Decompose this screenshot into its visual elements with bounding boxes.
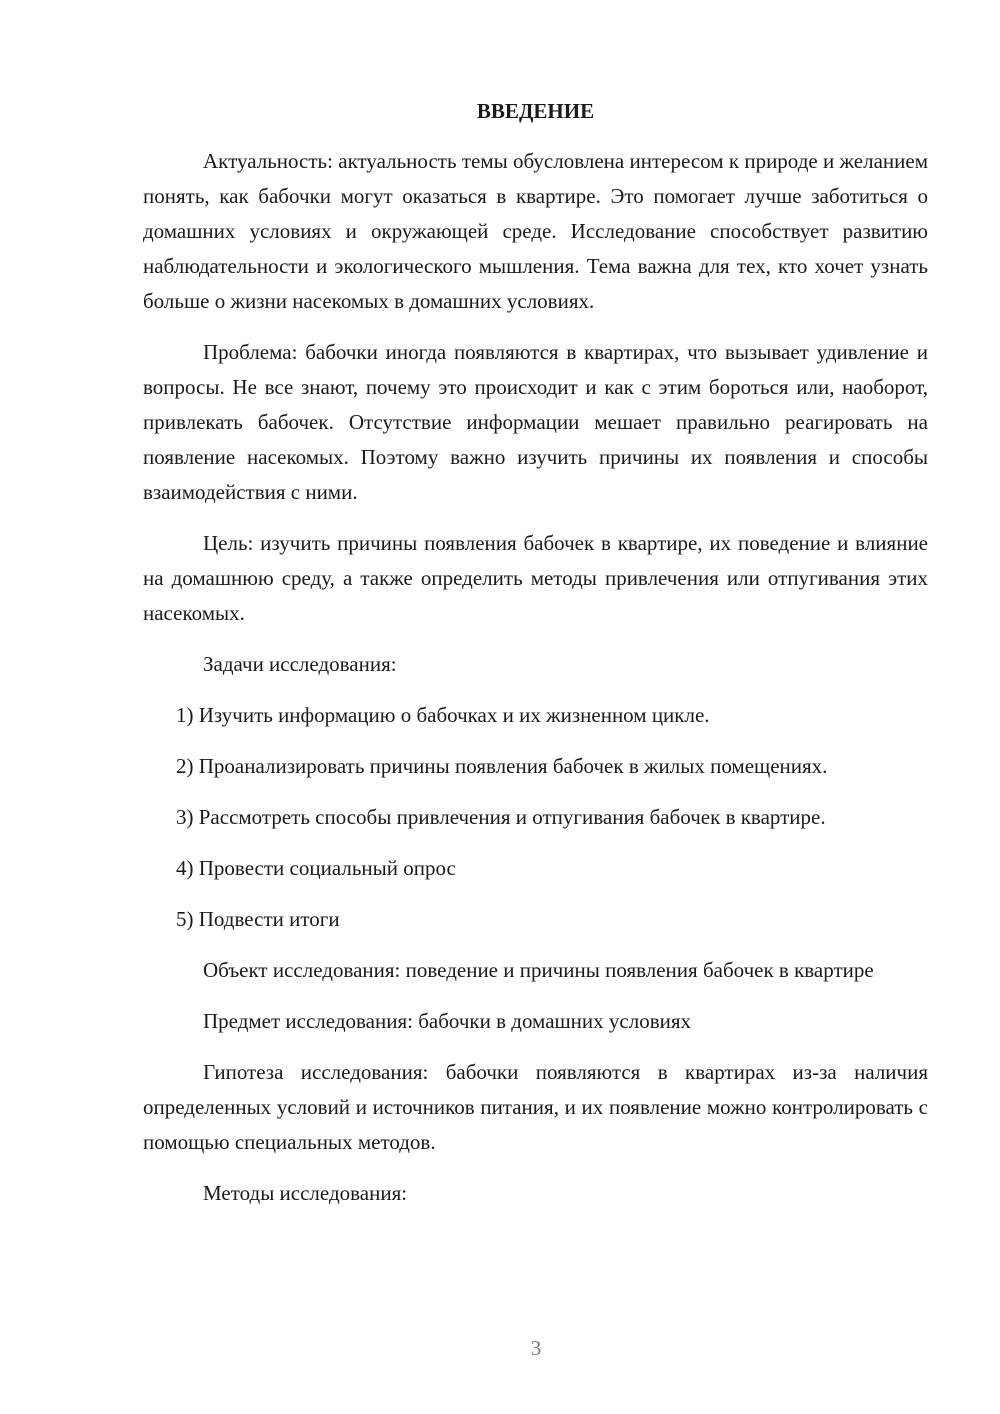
section-title: ВВЕДЕНИЕ — [476, 99, 595, 123]
tasks-heading: Задачи исследования: — [203, 652, 397, 676]
task-item-2: 2) Проанализировать причины появления бабочек в жилых помещениях. — [176, 754, 828, 778]
goal-paragraph: Цель: изучить причины появления бабочек в квартире, их поведение и влияние на домашнюю среду, а также определить методы привлечения или отпугивания этих насекомых. — [143, 531, 928, 625]
task-item-5: 5) Подвести итоги — [176, 907, 340, 931]
task-item-1: 1) Изучить информацию о бабочках и их жизненном цикле. — [176, 703, 710, 727]
page-number: 3 — [530, 1336, 542, 1360]
task-item-4: 4) Провести социальный опрос — [176, 856, 456, 880]
research-methods: Методы исследования: — [203, 1181, 408, 1205]
task-item-3: 3) Рассмотреть способы привлечения и отпугивания бабочек в квартире. — [176, 805, 826, 829]
page-content — [143, 96, 928, 1211]
research-object: Объект исследования: поведение и причины появления бабочек в квартире — [203, 958, 874, 982]
research-hypothesis: Гипотеза исследования: бабочки появляются в квартирах из-за наличия определенных условий и источников питания, и их появление можно контролировать с помощью специальных методов. — [143, 1060, 928, 1154]
problem-paragraph: Проблема: бабочки иногда появляются в квартирах, что вызывает удивление и вопросы. Не все знают, почему это происходит и как с этим бороться или, наоборот, привлекать бабочек. Отсутствие информации мешает правильно реагировать на появление насекомых. Поэтому важно изучить причины их появления и способы взаимодействия с ними. — [143, 340, 928, 504]
research-subject: Предмет исследования: бабочки в домашних условиях — [203, 1009, 692, 1033]
relevance-paragraph: Актуальность: актуальность темы обусловлена интересом к природе и желанием понять, как бабочки могут оказаться в квартире. Это помогает лучше заботиться о домашних условиях и окружающей среде. Исследование способствует развитию наблюдательности и экологического мышления. Тема важна для тех, кто хочет узнать больше о жизни насекомых в домашних условиях. — [143, 149, 928, 313]
